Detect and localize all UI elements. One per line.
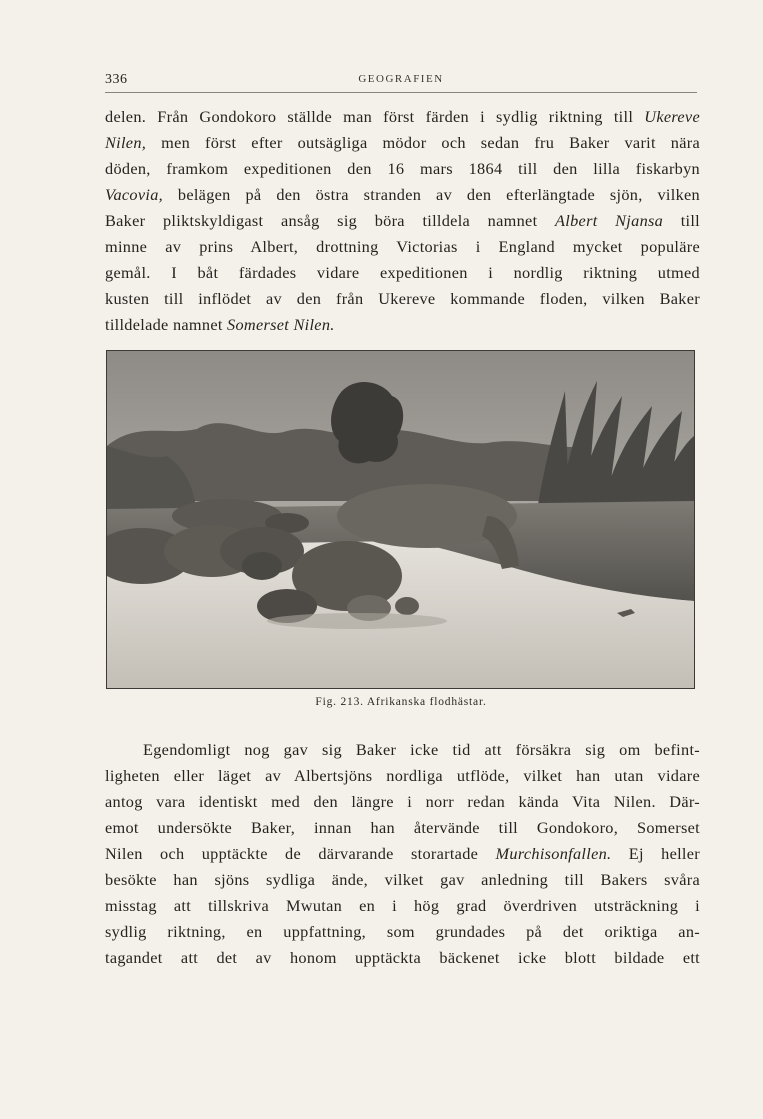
text-line: misstag att tillskriva Mwutan en i hög grad överdriven utsträckning i (105, 896, 700, 915)
text-line: emot undersökte Baker, innan han återvände till Gondokoro, Somerset (105, 818, 700, 837)
page-header (105, 70, 697, 93)
running-head: GEOGRAFIEN (358, 73, 444, 85)
text-line: ligheten eller läget av Albertsjöns nordliga utflöde, vilket han utan vidare (105, 766, 700, 785)
text-line: antog vara identiskt med den längre i norr redan kända Vita Nilen. Där- (105, 792, 700, 811)
text-line: Nilen, men först efter outsägliga mödor och sedan fru Baker varit nära (105, 133, 700, 152)
text-line: besökte han sjöns sydliga ände, vilket gav anledning till Bakers svåra (105, 870, 700, 889)
figure-caption: Fig. 213. Afrikanska flodhästar. (315, 696, 487, 708)
text-line: minne av prins Albert, drottning Victorias i England mycket populäre (105, 237, 700, 256)
text-line: kusten till inflödet av den från Ukereve kommande floden, vilken Baker (105, 289, 700, 308)
paragraph-1 (105, 104, 700, 338)
text-line: Egendomligt nog gav sig Baker icke tid att försäkra sig om befint- (143, 740, 700, 759)
text-line: sydlig riktning, en uppfattning, som grundades på det oriktiga an- (105, 922, 700, 941)
paragraph-2 (105, 737, 700, 971)
text-line: Nilen och upptäckte de därvarande storartade Murchisonfallen. Ej heller (105, 844, 700, 863)
hippo-illustration (106, 350, 695, 689)
text-line: Vacovia, belägen på den östra stranden av den efterlängtade sjön, vilken (105, 185, 700, 204)
text-line: Baker pliktskyldigast ansåg sig böra tilldela namnet Albert Njansa till (105, 211, 701, 230)
text-line: gemål. I båt färdades vidare expeditionen i nordlig riktning utmed (105, 263, 700, 282)
page-number: 336 (105, 72, 128, 87)
text-line: tilldelade namnet Somerset Nilen. (105, 315, 335, 334)
text-line: tagandet att det av honom upptäckta bäckenet icke blott bildade ett (105, 948, 700, 967)
text-line: delen. Från Gondokoro ställde man först färden i sydlig riktning till Ukereve (105, 107, 700, 126)
text-line: döden, framkom expeditionen den 16 mars 1864 till den lilla fiskarbyn (105, 159, 700, 178)
